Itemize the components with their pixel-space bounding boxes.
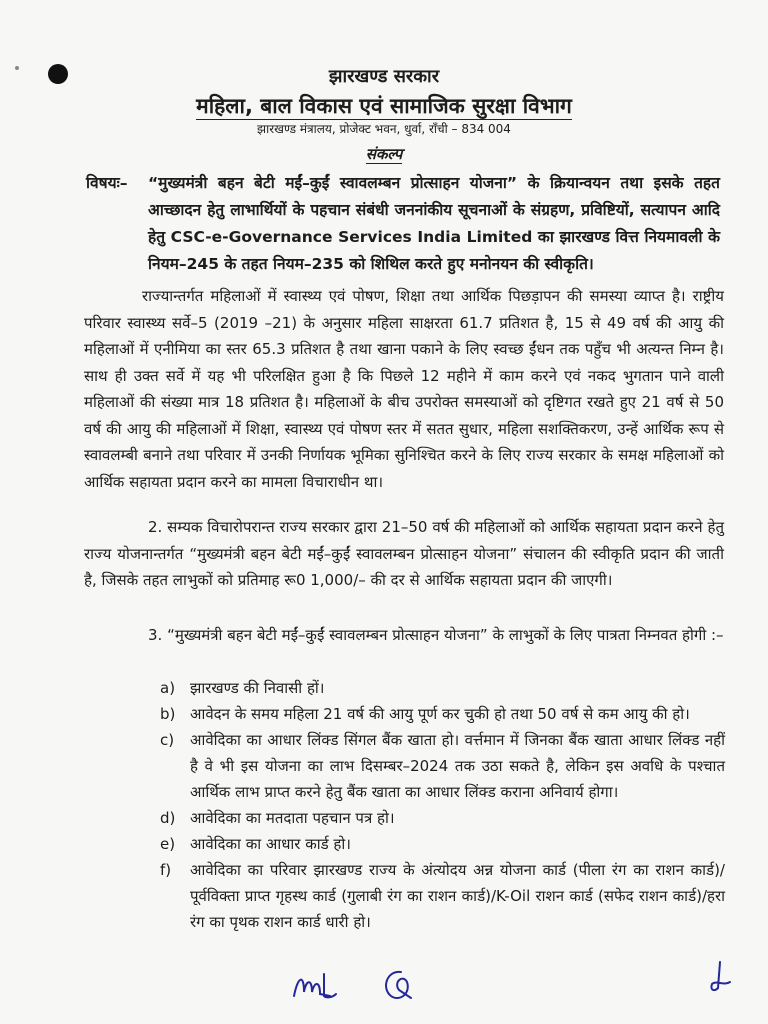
department-heading xyxy=(0,92,768,120)
list-item xyxy=(160,675,725,701)
department-heading-text: महिला, बाल विकास एवं सामाजिक सुरक्षा विभाग xyxy=(196,94,572,118)
list-item-label: e) xyxy=(160,835,176,853)
paragraph-3: 3. “मुख्यमंत्री बहन बेटी मईं–कुईं स्वावलम्बन प्रोत्साहन योजना” के लाभुकों के लिए पात्रता निम्नवत होगी :– xyxy=(148,626,724,644)
subject-label: विषयः– xyxy=(86,174,128,192)
list-item-text: आवेदिका का आधार कार्ड हो। xyxy=(190,835,351,853)
list-item-text: आवेदिका का मतदाता पहचान पत्र हो। xyxy=(190,809,395,827)
subject-text: “मुख्यमंत्री बहन बेटी मईं–कुईं स्वावलम्बन प्रोत्साहन योजना” के क्रियान्वयन तथा इसके तहत आच्छादन हेतु लाभार्थियों के पहचान संबंधी जननांकीय सूचनाओं के संग्रहण, प्रविष्टियों, सत्यापन आदि हेतु CSC-e-Governance Services India Limited का झारखण्ड वित्त नियमावली के नियम–245 के तहत नियम–235 को शिथिल करते हुए मनोनयन की स्वीकृति। xyxy=(148,174,720,273)
list-item-label: f) xyxy=(160,861,172,879)
list-item-text: आवेदिका का आधार लिंक्ड सिंगल बैंक खाता हो। वर्त्तमान में जिनका बैंक खाता आधार लिंक्ड नहीं है वे भी इस योजना का लाभ दिसम्बर–2024 तक उठा सकते है, लेकिन इस अवधि के पश्चात आर्थिक लाभ प्राप्त करने हेतु बैंक खाता का आधार लिंक्ड कराना अनिवार्य होगा। xyxy=(190,731,725,801)
paragraph-2: 2. सम्यक विचारोपरान्त राज्य सरकार द्वारा 21–50 वर्ष की महिलाओं को आर्थिक सहायता प्रदान करने हेतु राज्य योजनान्तर्गत “मुख्यमंत्री बहन बेटी मईं–कुईं स्वावलम्बन प्रोत्साहन योजना” संचालन की स्वीकृति प्रदान की जाती है, जिसके तहत लाभुकों को प्रतिमाह रू0 1,000/– की दर से आर्थिक सहायता प्रदान की जाएगी। xyxy=(84,518,724,589)
list-item xyxy=(160,805,725,831)
list-item-text: आवेदन के समय महिला 21 वर्ष की आयु पूर्ण कर चुकी हो तथा 50 वर्ष से कम आयु की हो। xyxy=(190,705,690,723)
eligibility-list xyxy=(160,675,725,935)
resolution-title-text: संकल्प xyxy=(365,145,403,163)
subject-block xyxy=(86,170,720,278)
signature-3 xyxy=(706,958,736,998)
list-item xyxy=(160,831,725,857)
government-heading: झारखण्ड सरकार xyxy=(328,66,440,87)
list-item-label: d) xyxy=(160,809,176,827)
list-item xyxy=(160,727,725,805)
signature-1 xyxy=(290,966,340,1006)
list-item-text: झारखण्ड की निवासी हों। xyxy=(190,679,325,697)
list-item-label: a) xyxy=(160,679,176,697)
signature-2 xyxy=(377,966,417,1006)
resolution-title xyxy=(0,144,768,164)
list-item-label: c) xyxy=(160,731,175,749)
list-item xyxy=(160,701,725,727)
list-item-label: b) xyxy=(160,705,176,723)
paragraph-1: राज्यान्तर्गत महिलाओं में स्वास्थ्य एवं पोषण, शिक्षा तथा आर्थिक पिछड़ापन की समस्या व्याप्त है। राष्ट्रीय परिवार स्वास्थ्य सर्वे–5 (2019 –21) के अनुसार महिला साक्षरता 61.7 प्रतिशत है, 15 से 49 वर्ष की आयु की महिलाओं में एनीमिया का स्तर 65.3 प्रतिशत है तथा खाना पकाने के लिए स्वच्छ ईंधन तक पहुँच भी अत्यन्त निम्न है। साथ ही उक्त सर्वे में यह भी परिलक्षित हुआ है कि पिछले 12 महीने में काम करने एवं नकद भुगतान पाने वाली महिलाओं की संख्या मात्र 18 प्रतिशत है। महिलाओं के बीच उपरोक्त समस्याओं को दृष्टिगत रखते हुए 21 वर्ष से 50 वर्ष की आयु की महिलाओं में शिक्षा, स्वास्थ्य एवं पोषण स्तर में सतत सुधार, महिला सशक्तिकरण, उन्हें आर्थिक रूप से स्वावलम्बी बनाने तथा परिवार में उनकी निर्णायक भूमिका सुनिश्चित करने के लिए राज्य सरकार के समक्ष महिलाओं को आर्थिक सहायता प्रदान करने का मामला विचाराधीन था। xyxy=(84,287,724,491)
list-item-text: आवेदिका का परिवार झारखण्ड राज्य के अंत्योदय अन्न योजना कार्ड (पीला रंग का राशन कार्ड)/पूर्वविक्ता प्राप्त गृहस्थ कार्ड (गुलाबी रंग का राशन कार्ड)/K-Oil राशन कार्ड (सफेद राशन कार्ड)/हरा रंग का पृथक राशन कार्ड धारी हो। xyxy=(190,861,725,931)
list-item xyxy=(160,857,725,935)
department-address: झारखण्ड मंत्रालय, प्रोजेक्ट भवन, धुर्वा, राँची – 834 004 xyxy=(257,122,511,136)
